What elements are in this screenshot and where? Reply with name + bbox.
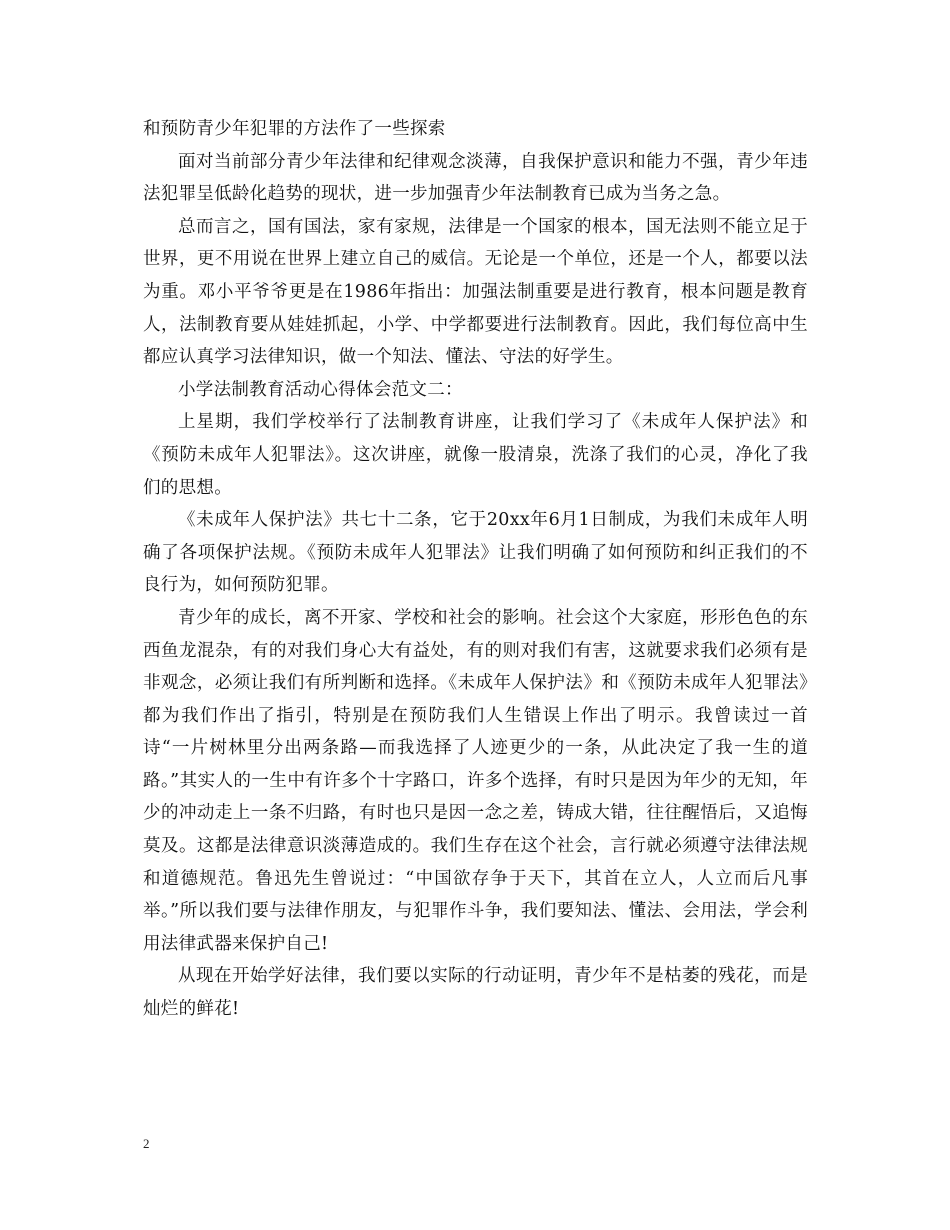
- paragraph: 面对当前部分青少年法律和纪律观念淡薄，自我保护意识和能力不强，青少年违法犯罪呈低龄化趋势的现状，进一步加强青少年法制教育已成为当务之急。: [143, 151, 808, 205]
- paragraph: 青少年的成长，离不开家、学校和社会的影响。社会这个大家庭，形形色色的东西鱼龙混杂，有的对我们身心大有益处，有的则对我们有害，这就要求我们必须有是非观念，必须让我们有所判断和选择。《未成年人保护法》和《预防未成年人犯罪法》都为我们作出了指引，特别是在预防我们人生错误上作出了明示。我曾读过一首诗“一片树林里分出两条路—而我选择了人迹更少的一条，从此决定了我一生的道路。”其实人的一生中有许多个十字路口，许多个选择，有时只是因为年少的无知，年少的冲动走上一条不归路，有时也只是因一念之差，铸成大错，往往醒悟后，又追悔莫及。这都是法律意识淡薄造成的。我们生存在这个社会，言行就必须遵守法律法规和道德规范。鲁迅先生曾说过：“中国欲存争于天下，其首在立人，人立而后凡事举。”所以我们要与法律作朋友，与犯罪作斗争，我们要知法、懂法、会用法，学会利用法律武器来保护自己!: [143, 607, 808, 954]
- paragraph: 上星期，我们学校举行了法制教育讲座，让我们学习了《未成年人保护法》和《预防未成年人犯罪法》。这次讲座，就像一股清泉，洗涤了我们的心灵，净化了我们的思想。: [143, 412, 808, 498]
- document-body: [143, 113, 808, 1026]
- paragraph-continuation: 和预防青少年犯罪的方法作了一些探索: [143, 119, 446, 139]
- page-number: 2: [143, 1136, 150, 1151]
- section-heading: 小学法制教育活动心得体会范文二：: [178, 379, 463, 400]
- paragraph: 总而言之，国有国法，家有家规，法律是一个国家的根本，国无法则不能立足于世界，更不用说在世界上建立自己的威信。无论是一个单位，还是一个人，都要以法为重。邓小平爷爷更是在1986年指出：加强法制重要是进行教育，根本问题是教育人，法制教育要从娃娃抓起，小学、中学都要进行法制教育。因此，我们每位高中生都应认真学习法律知识，做一个知法、懂法、守法的好学生。: [143, 216, 808, 368]
- paragraph: 《未成年人保护法》共七十二条，它于20xx年6月1日制成，为我们未成年人明确了各项保护法规。《预防未成年人犯罪法》让我们明确了如何预防和纠正我们的不良行为，如何预防犯罪。: [143, 510, 808, 596]
- paragraph: 从现在开始学好法律，我们要以实际的行动证明，青少年不是枯萎的残花，而是灿烂的鲜花!: [143, 966, 808, 1020]
